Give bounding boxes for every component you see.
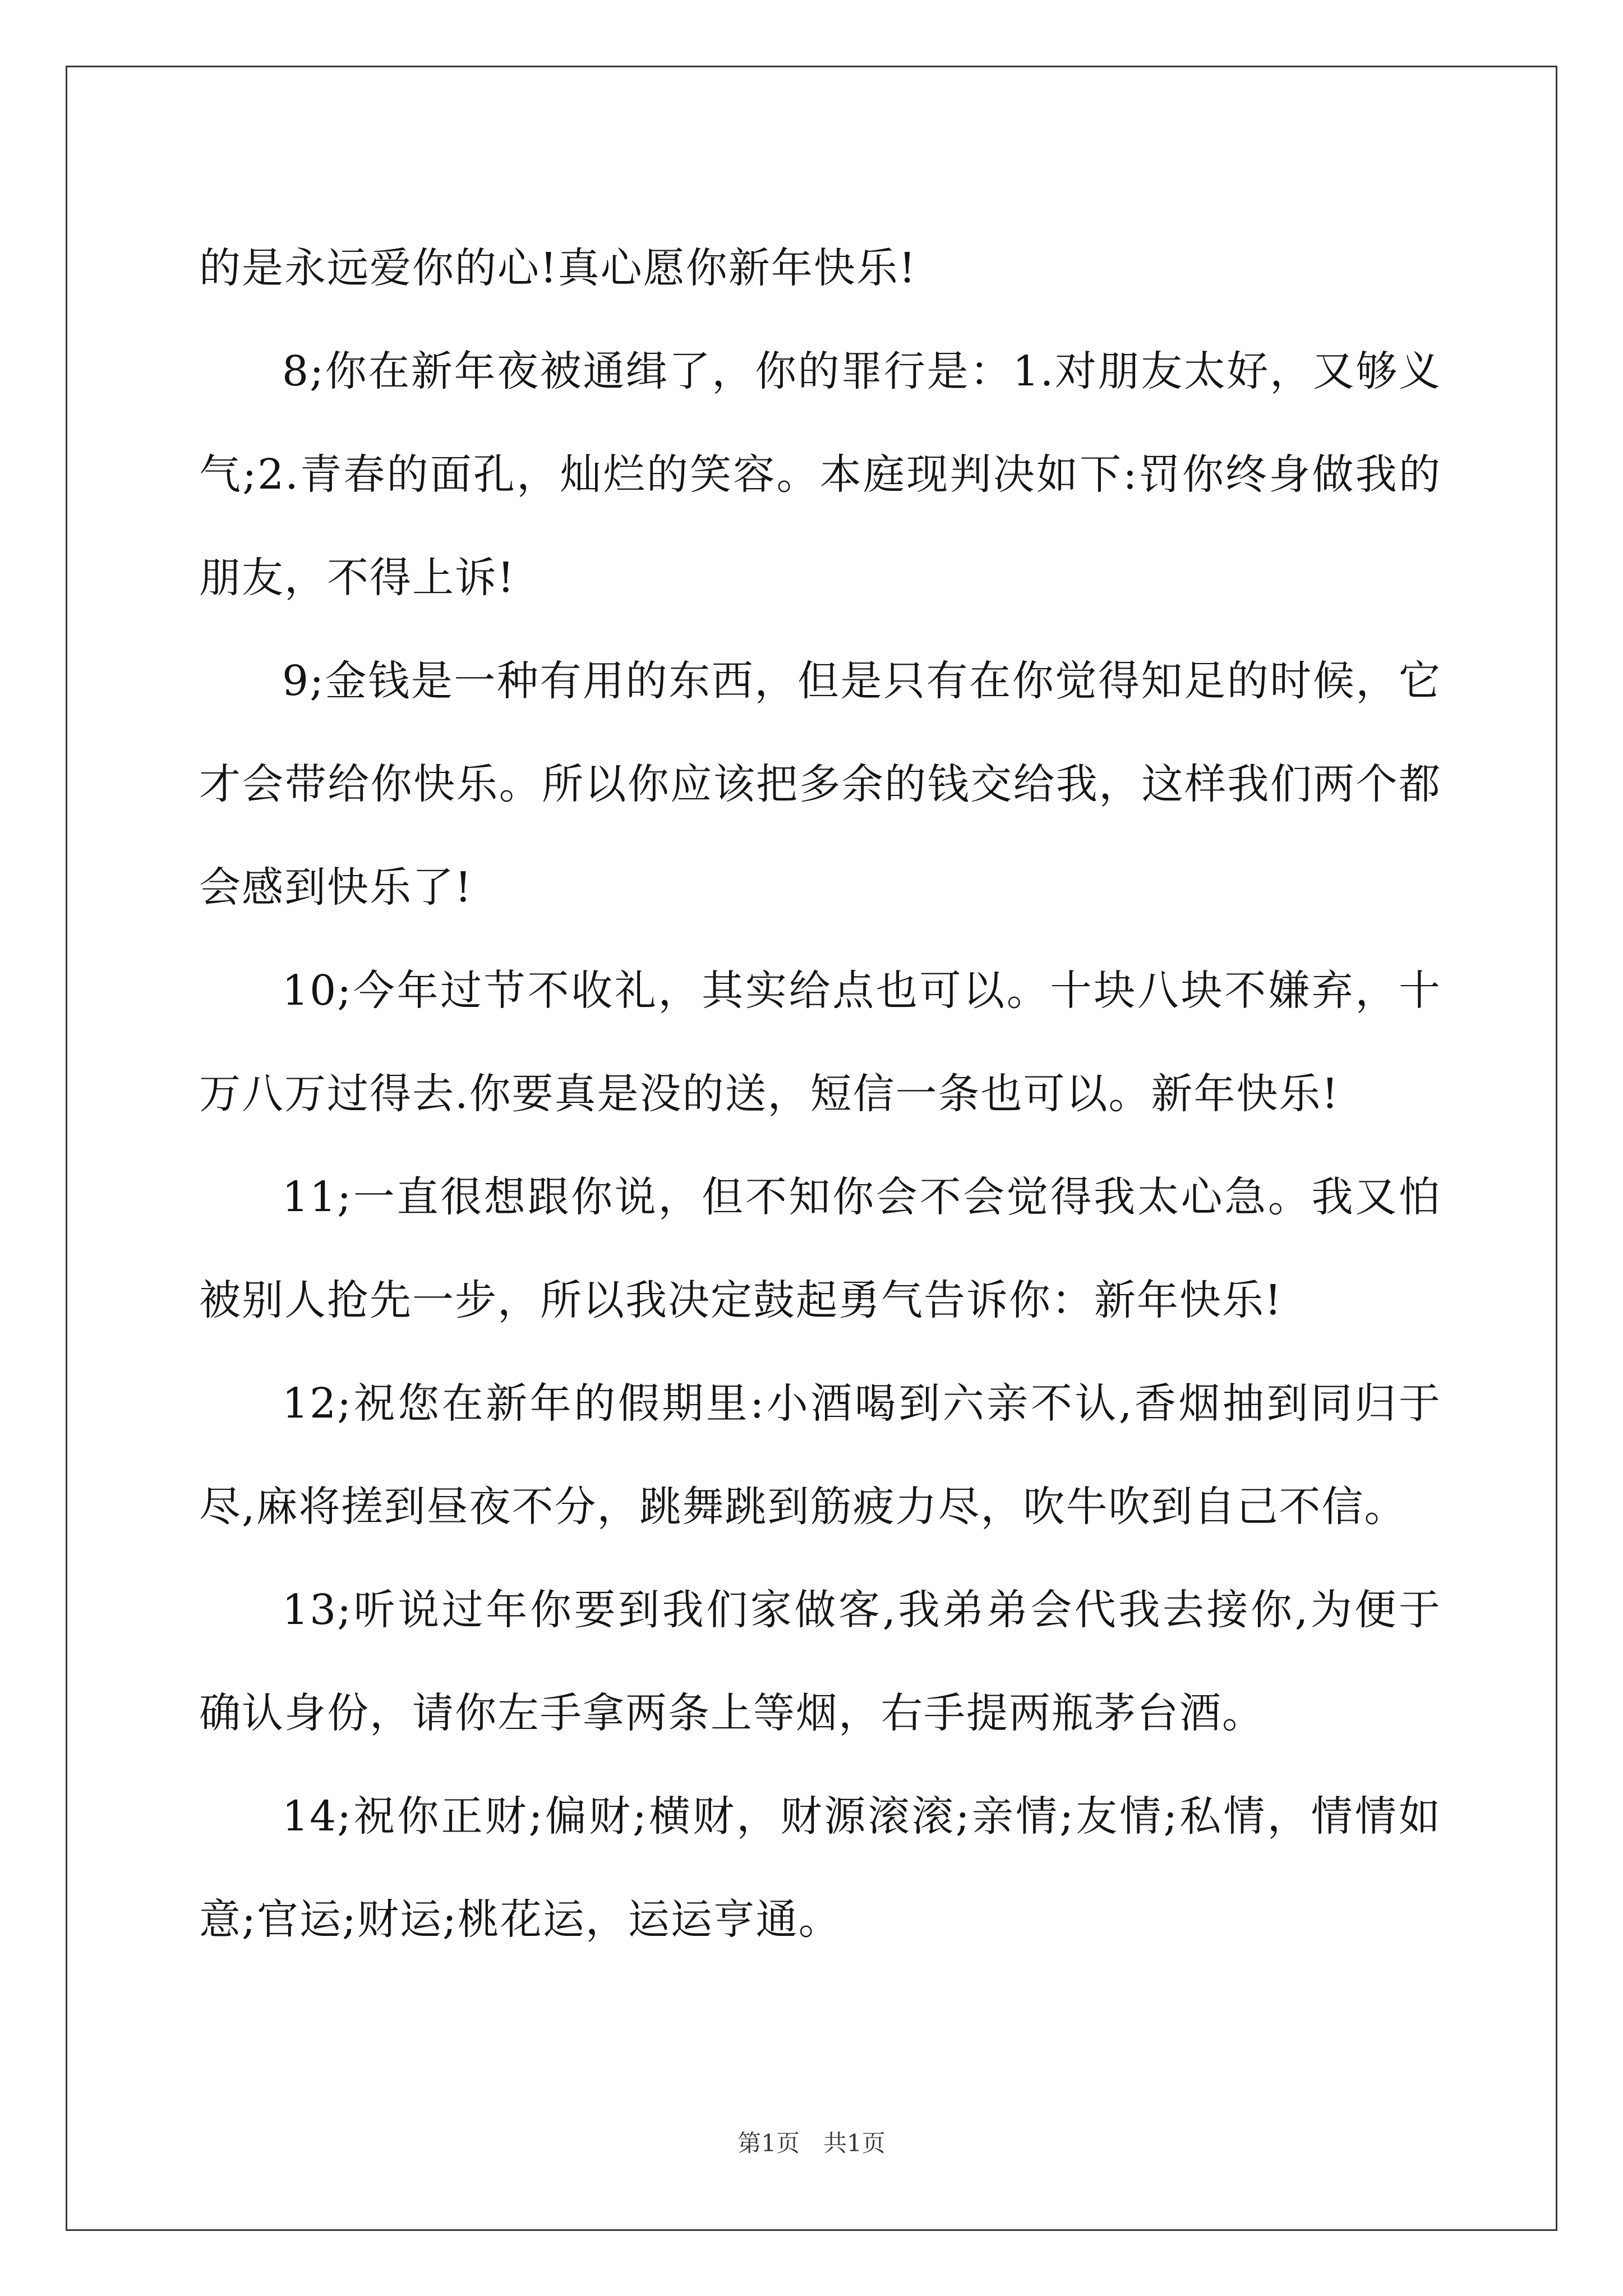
page-number-footer: 第1页 共1页 bbox=[737, 2129, 886, 2157]
document-body bbox=[199, 217, 1441, 1971]
paragraph-11: 11;一直很想跟你说，但不知你会不会觉得我太心急。我又怕被别人抢先一步，所以我决定鼓起勇气告诉你：新年快乐! bbox=[199, 1173, 1441, 1324]
paragraph-12: 12;祝您在新年的假期里:小酒喝到六亲不认,香烟抽到同归于尽,麻将搓到昼夜不分，跳舞跳到筋疲力尽，吹牛吹到自己不信。 bbox=[199, 1379, 1441, 1531]
paragraph-14: 14;祝你正财;偏财;横财，财源滚滚;亲情;友情;私情，情情如意;官运;财运;桃花运，运运亨通。 bbox=[199, 1792, 1441, 1944]
paragraph-continuation: 的是永远爱你的心!真心愿你新年快乐! bbox=[199, 244, 917, 292]
paragraph-8: 8;你在新年夜被通缉了，你的罪行是：1.对朋友太好，又够义气;2.青春的面孔，灿烂的笑容。本庭现判决如下:罚你终身做我的朋友，不得上诉! bbox=[199, 347, 1441, 602]
paragraph-13: 13;听说过年你要到我们家做客,我弟弟会代我去接你,为便于确认身份，请你左手拿两条上等烟，右手提两瓶茅台酒。 bbox=[199, 1586, 1441, 1737]
paragraph-9: 9;金钱是一种有用的东西，但是只有在你觉得知足的时候，它才会带给你快乐。所以你应该把多余的钱交给我，这样我们两个都会感到快乐了! bbox=[199, 657, 1441, 912]
paragraph-10: 10;今年过节不收礼，其实给点也可以。十块八块不嫌弃，十万八万过得去.你要真是没的送，短信一条也可以。新年快乐! bbox=[199, 967, 1441, 1118]
